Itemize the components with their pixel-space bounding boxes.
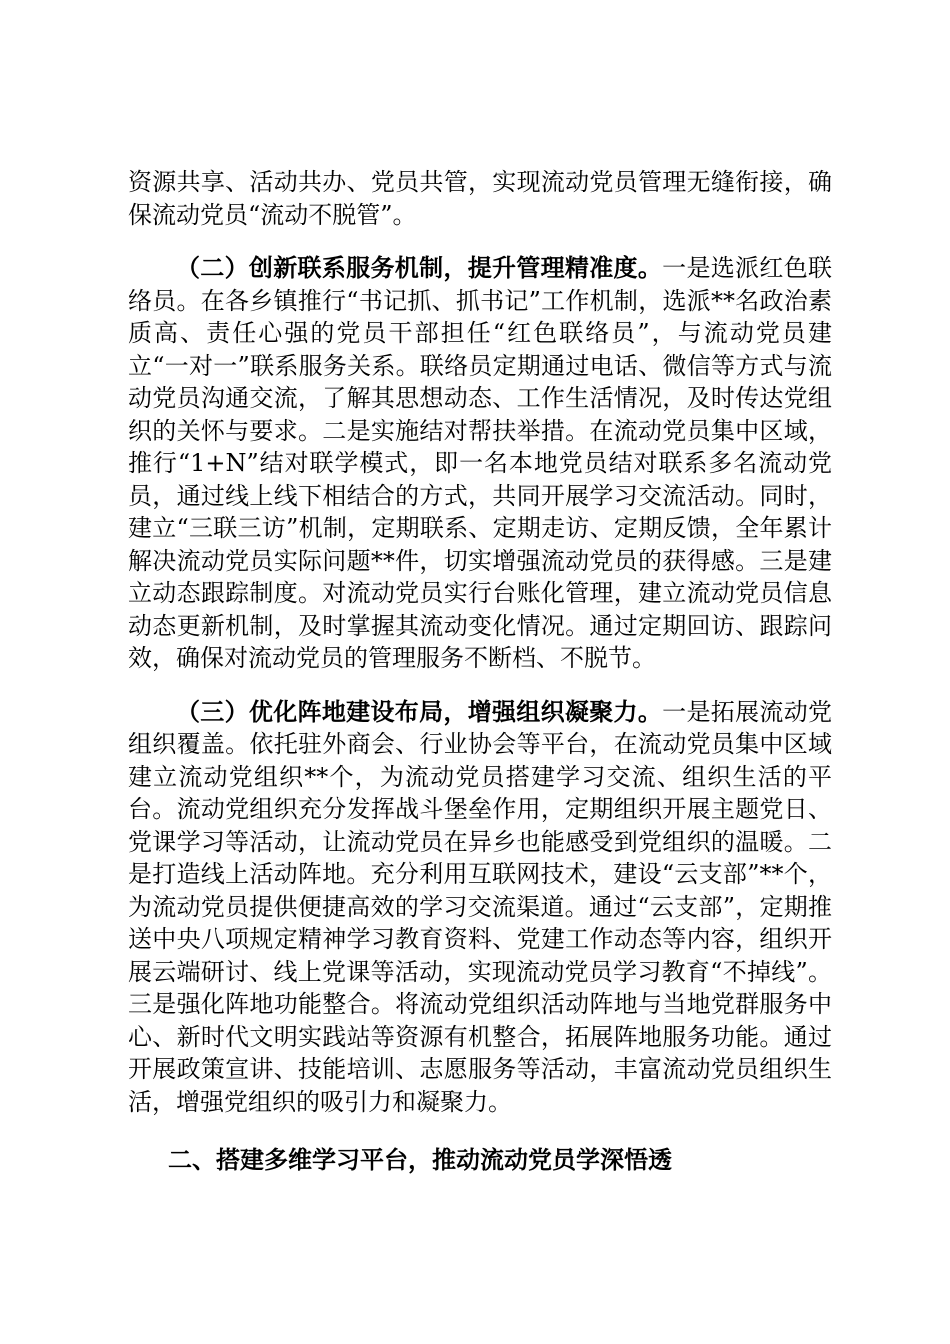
subsection-2-heading: （二）创新联系服务机制，提升管理精准度。: [176, 253, 663, 282]
subsection-2-body: 一是选派红色联络员。在各乡镇推行“书记抓、抓书记”工作机制，选派**名政治素质高、责任心强的党员干部担任“红色联络员”，与流动党员建立“一对一”联系服务关系。联络员定期通过电话、微信等方式与流动党员沟通交流，了解其思想动态、工作生活情况，及时传达党组织的关怀与要求。二是实施结对帮扶举措。在流动党员集中区域，推行“1+N”结对联学模式，即一名本地党员结对联系多名流动党员，通过线上线下相结合的方式，共同开展学习交流活动。同时，建立“三联三访”机制，定期联系、定期走访、定期反馈，全年累计解决流动党员实际问题**件，切实增强流动党员的获得感。三是建立动态跟踪制度。对流动党员实行台账化管理，建立流动党员信息动态更新机制，及时掌握其流动变化情况。通过定期回访、跟踪问效，确保对流动党员的管理服务不断档、不脱节。: [128, 254, 833, 672]
section-2-heading: 二、搭建多维学习平台，推动流动党员学深悟透: [168, 1146, 672, 1174]
subsection-3-heading: （三）优化阵地建设布局，增强组织凝聚力。: [176, 696, 663, 726]
paragraph-subsection-3: [128, 696, 832, 1119]
paragraph-subsection-2: [128, 252, 832, 675]
document-page: [128, 166, 832, 1177]
paragraph-continuation: 资源共享、活动共办、党员共管，实现流动党员管理无缝衔接，确保流动党员“流动不脱管”。: [128, 168, 832, 229]
subsection-3-body: 一是拓展流动党组织覆盖。依托驻外商会、行业协会等平台，在流动党员集中区域建立流动党组织**个，为流动党员搭建学习交流、组织生活的平台。流动党组织充分发挥战斗堡垒作用，定期组织开展主题党日、党课学习等活动，让流动党员在异乡也能感受到党组织的温暖。二是打造线上活动阵地。充分利用互联网技术，建设“云支部”**个，为流动党员提供便捷高效的学习交流渠道。通过“云支部”，定期推送中央八项规定精神学习教育资料、党建工作动态等内容，组织开展云端研讨、线上党课等活动，实现流动党员学习教育“不掉线”。三是强化阵地功能整合。将流动党组织活动阵地与当地党群服务中心、新时代文明实践站等资源有机整合，拓展阵地服务功能。通过开展政策宣讲、技能培训、志愿服务等活动，丰富流动党员组织生活，增强党组织的吸引力和凝聚力。: [128, 697, 833, 1116]
